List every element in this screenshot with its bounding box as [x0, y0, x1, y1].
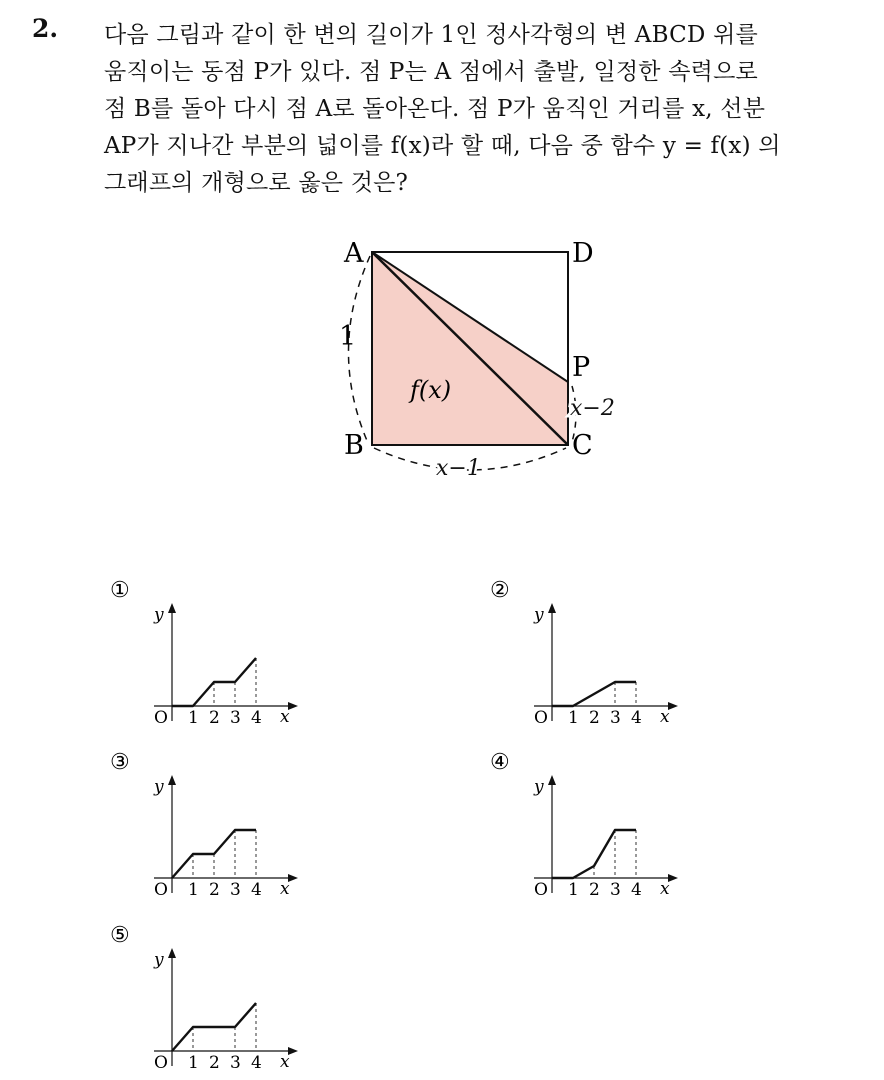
option-1-y-label: y [154, 605, 164, 625]
option-1-tick-label: 1 [188, 708, 199, 728]
option-4-tick-label: 1 [568, 880, 579, 900]
option-3-data-line [172, 830, 256, 878]
vertex-c-label: C [572, 430, 593, 461]
vertex-d-label: D [572, 238, 594, 269]
right-length-label: x−2 [570, 396, 615, 421]
option-4-tick-label: 3 [610, 880, 621, 900]
option-5-x-label: x [280, 1052, 290, 1072]
option-1-x-label: x [280, 707, 290, 727]
option-4-tick-label: 4 [631, 880, 642, 900]
option-5-y-label: y [154, 950, 164, 970]
option-2-tick-label: 1 [568, 708, 579, 728]
option-1-tick-label: 2 [209, 708, 220, 728]
question-line-4: AP가 지나간 부분의 넓이를 f(x)라 할 때, 다음 중 함수 y = f(x) 의 [104, 133, 781, 159]
option-3-tick-label: 3 [230, 880, 241, 900]
option-3-mark: ③ [110, 750, 130, 775]
option-2-y-arrow [548, 603, 556, 613]
vertex-b-label: B [344, 430, 364, 461]
question-number: 2. [32, 14, 59, 43]
option-4-x-label: x [660, 879, 670, 899]
option-4-y-label: y [534, 777, 544, 797]
option-2-graph[interactable] [488, 575, 688, 730]
option-5-tick-label: 4 [251, 1053, 262, 1073]
option-5-graph[interactable] [108, 920, 308, 1075]
option-5-data-line [172, 1003, 256, 1051]
option-1-tick-label: 3 [230, 708, 241, 728]
option-4-mark: ④ [490, 750, 510, 775]
option-5-tick-label: 1 [188, 1053, 199, 1073]
vertex-a-label: A [344, 238, 364, 269]
option-1-tick-label: 4 [251, 708, 262, 728]
option-2-tick-label: 3 [610, 708, 621, 728]
side-length-label: 1 [339, 321, 357, 352]
option-2-y-label: y [534, 605, 544, 625]
option-5-tick-label: 2 [209, 1053, 220, 1073]
option-3-tick-label: 4 [251, 880, 262, 900]
question-line-1: 다음 그림과 같이 한 변의 길이가 1인 정사각형의 변 ABCD 위를 [104, 22, 758, 48]
option-4-tick-label: 2 [589, 880, 600, 900]
option-1-mark: ① [110, 578, 130, 603]
option-2-mark: ② [490, 578, 510, 603]
option-2-data-line [552, 682, 636, 706]
option-3-y-label: y [154, 777, 164, 797]
option-1-graph[interactable] [108, 575, 308, 730]
option-2-origin-label: O [534, 708, 548, 728]
option-4-data-line [552, 830, 636, 878]
option-5-y-arrow [168, 948, 176, 958]
option-3-x-label: x [280, 879, 290, 899]
point-p-label: P [572, 352, 591, 383]
square-figure [320, 225, 640, 495]
option-3-y-arrow [168, 775, 176, 785]
option-2-x-label: x [660, 707, 670, 727]
bottom-length-label: x−1 [436, 456, 481, 481]
option-3-graph[interactable] [108, 747, 308, 902]
option-3-tick-label: 1 [188, 880, 199, 900]
option-5-origin-label: O [154, 1053, 168, 1073]
area-label: f(x) [410, 376, 452, 404]
option-1-origin-label: O [154, 708, 168, 728]
option-1-data-line [172, 658, 256, 706]
option-5-mark: ⑤ [110, 923, 130, 948]
option-4-y-arrow [548, 775, 556, 785]
option-2-tick-label: 4 [631, 708, 642, 728]
question-line-3: 점 B를 돌아 다시 점 A로 돌아온다. 점 P가 움직인 거리를 x, 선분 [104, 96, 766, 122]
option-3-origin-label: O [154, 880, 168, 900]
option-3-tick-label: 2 [209, 880, 220, 900]
option-5-tick-label: 3 [230, 1053, 241, 1073]
option-2-tick-label: 2 [589, 708, 600, 728]
question-line-2: 움직이는 동점 P가 있다. 점 P는 A 점에서 출발, 일정한 속력으로 [104, 59, 758, 85]
question-line-5: 그래프의 개형으로 옳은 것은? [104, 170, 409, 196]
option-1-y-arrow [168, 603, 176, 613]
option-4-origin-label: O [534, 880, 548, 900]
option-4-graph[interactable] [488, 747, 688, 902]
